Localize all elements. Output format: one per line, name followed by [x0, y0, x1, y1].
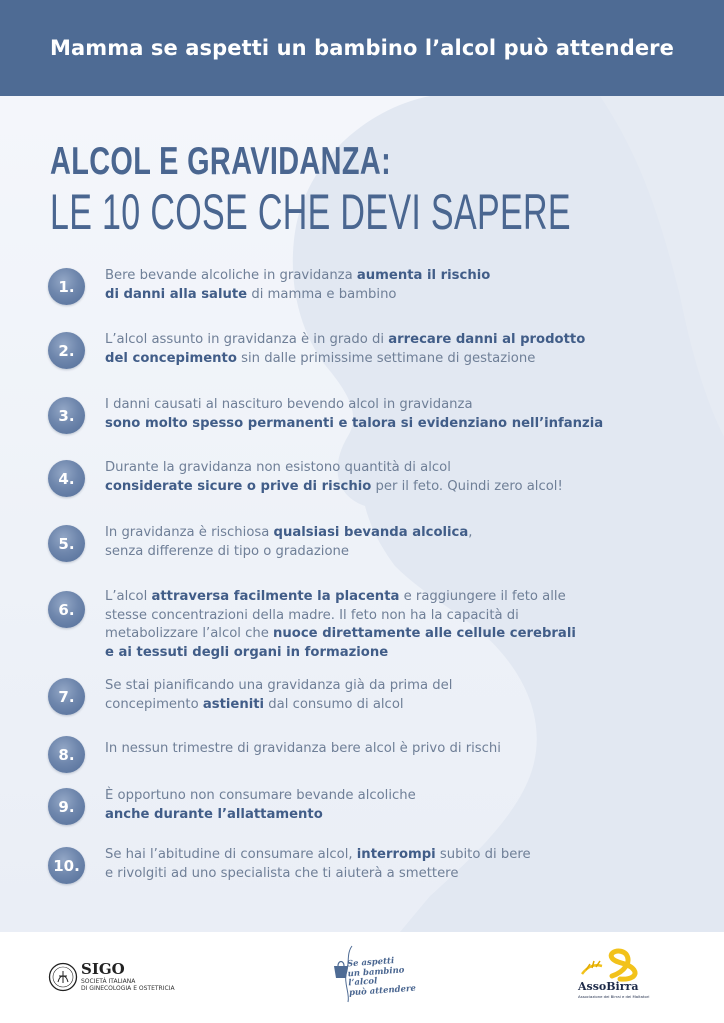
- item-text-segment: In nessun trimestre di gravidanza bere alcol è privo di rischi: [105, 741, 501, 756]
- item-number-badge: 3.: [48, 397, 85, 434]
- sigo-subtitle-line-1: SOCIETÀ ITALIANA: [81, 978, 136, 985]
- item-text-line: [105, 459, 625, 478]
- item-text-segment: metabolizzare l’alcol che: [105, 626, 274, 642]
- item-text-line: [105, 286, 625, 305]
- item-text-emphasis: attraversa facilmente la placenta: [151, 589, 400, 604]
- item-number-badge: 4.: [48, 460, 85, 497]
- item-text: [105, 588, 625, 662]
- item-text-emphasis: del concepimento: [105, 350, 237, 366]
- sigo-subtitle: [81, 978, 175, 992]
- campaign-logo-text: Se aspetti un bambino l’alcol può attendere: [346, 956, 417, 998]
- item-text-line: [105, 806, 625, 825]
- item-text-line: [105, 396, 625, 415]
- item-text-emphasis: di danni alla salute: [105, 286, 248, 302]
- item-text-emphasis: considerate sicure o prive di rischio: [105, 478, 372, 494]
- item-text: [105, 740, 625, 759]
- item-text-emphasis: anche durante l’allattamento: [105, 806, 323, 822]
- item-text-line: [105, 524, 625, 543]
- item-text-segment: In gravidanza è rischiosa: [105, 525, 274, 540]
- item-text: [105, 846, 625, 883]
- item-number-badge: 9.: [48, 788, 85, 825]
- item-text-emphasis: astieniti: [202, 696, 265, 712]
- sigo-name: SIGO: [81, 960, 125, 978]
- title-line-2: LE 10 COSE CHE DEVI SAPERE: [50, 184, 571, 240]
- item-text: [105, 267, 625, 304]
- item-text-segment: I danni causati al nascituro bevendo alcol in gravidanza: [105, 397, 473, 412]
- sigo-seal-icon: [48, 962, 78, 992]
- item-number-badge: 2.: [48, 332, 85, 369]
- item-text-segment: subito di bere: [435, 847, 531, 862]
- item-text-emphasis: qualsiasi bevanda alcolica: [273, 525, 469, 540]
- assobirra-mark-icon: [572, 946, 654, 982]
- item-text-segment: L’alcol assunto in gravidanza è in grado di: [105, 332, 389, 347]
- sigo-subtitle-line-2: DI GINECOLOGIA E OSTETRICIA: [81, 985, 175, 992]
- item-text-segment: Se stai pianificando una gravidanza già da prima del: [105, 678, 453, 693]
- item-text-line: [105, 267, 625, 286]
- item-text-segment: È opportuno non consumare bevande alcoliche: [105, 788, 416, 803]
- item-text-segment: L’alcol: [105, 589, 152, 604]
- item-text-line: [105, 787, 625, 806]
- item-number-badge: 7.: [48, 678, 85, 715]
- assobirra-subtitle: Associazione dei Birrai e dei Maltatori: [578, 994, 650, 999]
- assobirra-logo: [572, 946, 654, 1004]
- item-text-segment: di mamma e bambino: [247, 286, 397, 302]
- header-banner: [0, 0, 724, 96]
- item-text-line: [105, 331, 625, 350]
- item-text-line: [105, 588, 625, 607]
- item-text-line: [105, 350, 625, 369]
- item-text: [105, 677, 625, 714]
- item-text-line: [105, 740, 625, 759]
- item-number-badge: 6.: [48, 591, 85, 628]
- item-text: [105, 396, 625, 433]
- banner-text: Mamma se aspetti un bambino l’alcol può attendere: [50, 36, 674, 60]
- item-number-badge: 8.: [48, 736, 85, 773]
- item-number-badge: 5.: [48, 525, 85, 562]
- item-text: [105, 331, 625, 368]
- item-text-segment: sin dalle primissime settimane di gestazione: [236, 350, 536, 366]
- item-text: [105, 524, 625, 561]
- item-text-line: [105, 543, 625, 562]
- item-text-segment: e rivolgiti ad uno specialista che ti aiuterà a smettere: [105, 865, 459, 881]
- item-text-segment: Durante la gravidanza non esistono quantità di alcol: [105, 460, 451, 475]
- item-text-line: [105, 865, 625, 884]
- item-text-emphasis: sono molto spesso permanenti e talora si evidenziano nell’infanzia: [105, 415, 604, 431]
- item-text: [105, 787, 625, 824]
- item-text-emphasis: nuoce direttamente alle cellule cerebrali: [273, 626, 576, 642]
- item-text-segment: e raggiungere il feto alle: [399, 589, 566, 604]
- item-text-segment: dal consumo di alcol: [264, 696, 404, 712]
- item-text-segment: per il feto. Quindi zero alcol!: [371, 478, 563, 494]
- item-text-line: [105, 644, 625, 663]
- item-text-emphasis: e ai tessuti degli organi in formazione: [105, 644, 389, 660]
- item-text-line: [105, 625, 625, 644]
- item-text-line: [105, 696, 625, 715]
- sigo-logo: [48, 960, 188, 1000]
- item-text-line: [105, 415, 625, 434]
- item-text-emphasis: interrompi: [356, 847, 436, 862]
- item-text-line: [105, 846, 625, 865]
- item-text-emphasis: aumenta il rischio: [356, 268, 491, 283]
- item-number-badge: 10.: [48, 847, 85, 884]
- item-number-badge: 1.: [48, 268, 85, 305]
- item-text-segment: ,: [468, 525, 473, 540]
- item-text-line: [105, 677, 625, 696]
- item-text-segment: Se hai l’abitudine di consumare alcol,: [105, 847, 357, 862]
- item-text: [105, 459, 625, 496]
- assobirra-name: AssoBirra: [578, 980, 639, 993]
- item-text-segment: stesse concentrazioni della madre. Il feto non ha la capacità di: [105, 607, 519, 623]
- item-text-line: [105, 478, 625, 497]
- item-text-emphasis: arrecare danni al prodotto: [388, 332, 586, 347]
- item-text-segment: Bere bevande alcoliche in gravidanza: [105, 268, 357, 283]
- item-text-segment: concepimento: [105, 696, 203, 712]
- item-text-segment: senza differenze di tipo o gradazione: [105, 543, 350, 559]
- item-text-line: [105, 607, 625, 626]
- title-line-1: ALCOL E GRAVIDANZA:: [50, 140, 392, 183]
- campaign-logo: [326, 944, 417, 1004]
